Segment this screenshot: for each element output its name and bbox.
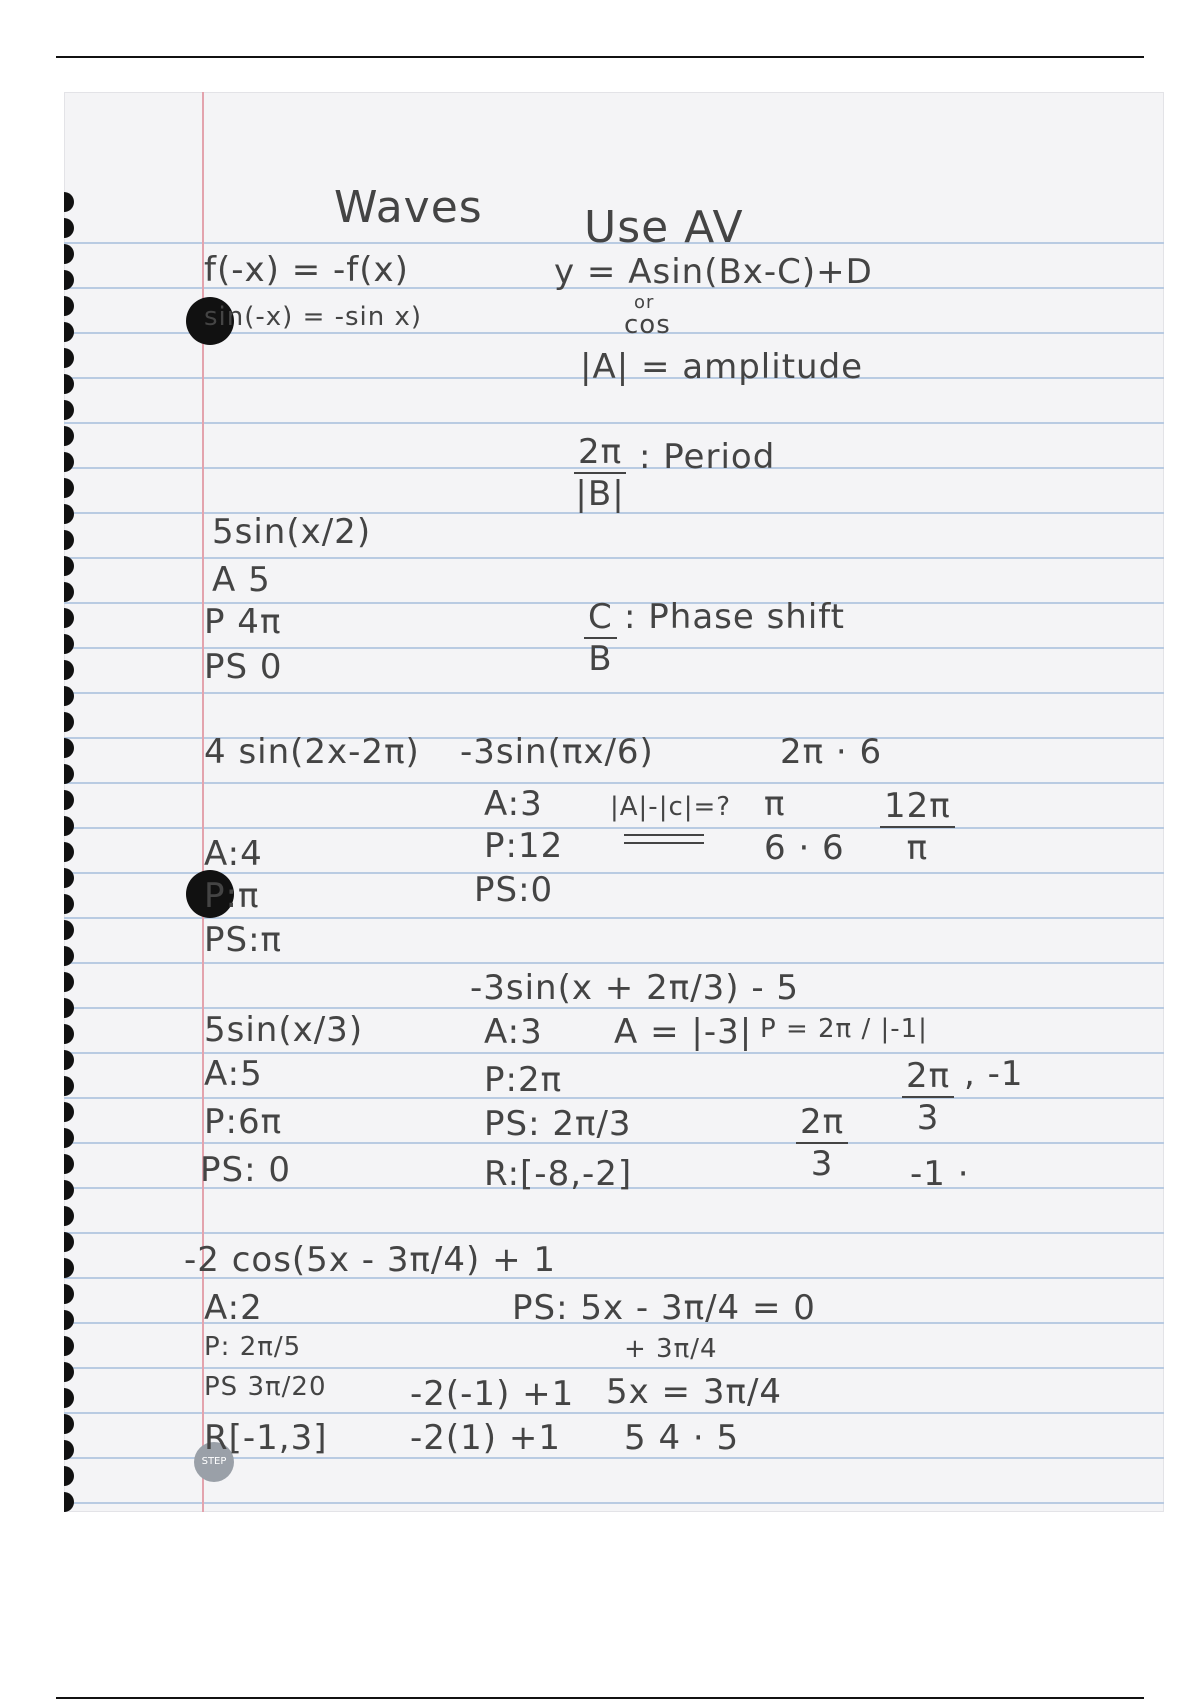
spiral-notch <box>64 1180 74 1200</box>
period-denominator: |B| <box>575 474 625 514</box>
general-form: y = Asin(Bx-C)+D <box>554 252 873 292</box>
spiral-notch <box>64 1050 74 1070</box>
ex1-amplitude: A 5 <box>212 560 271 600</box>
odd-function-rule: f(-x) = -f(x) <box>204 250 409 290</box>
ex6-range: R[-1,3] <box>204 1418 328 1458</box>
spiral-notch <box>64 1076 74 1096</box>
ex5-phase-shift: PS: 2π/3 <box>484 1104 632 1144</box>
page-bottom-rule <box>56 1697 1144 1699</box>
spiral-notch <box>64 790 74 810</box>
ex5-amplitude-note: A = |-3| <box>614 1012 753 1052</box>
ex5-right-denominator: 3 <box>916 1098 940 1138</box>
ex5-mid-numerator: 2π <box>796 1102 848 1144</box>
cos-label: cos <box>624 310 671 340</box>
phase-denominator: B <box>588 639 613 679</box>
ex3-calc-box-den: 6 · 6 <box>764 828 845 868</box>
ex5-calc-right <box>902 1056 954 1138</box>
spiral-notch <box>64 1102 74 1122</box>
ruled-line <box>64 827 1164 829</box>
spiral-notch <box>64 1440 74 1460</box>
spiral-notch <box>64 1024 74 1044</box>
double-underline <box>624 834 704 844</box>
ex5-calc-right-bottom: -1 · <box>910 1154 970 1194</box>
ex3-calc-box-num: π <box>764 784 786 824</box>
phase-shift-formula <box>584 597 617 679</box>
ex6-ps-work2: 5x = 3π/4 <box>606 1372 783 1412</box>
ruled-line <box>64 422 1164 424</box>
spiral-notch <box>64 764 74 784</box>
ex3-result-denominator: π <box>906 828 929 868</box>
phase-shift-label: : Phase shift <box>624 597 846 637</box>
ex4-expression: 5sin(x/3) <box>204 1010 364 1050</box>
spiral-notch <box>64 1154 74 1174</box>
ex6-phase-shift: PS 3π/20 <box>204 1372 327 1402</box>
ex5-mid-denominator: 3 <box>810 1144 834 1184</box>
spiral-notch <box>64 1310 74 1330</box>
ex4-amplitude: A:5 <box>204 1054 263 1094</box>
spiral-notch <box>64 660 74 680</box>
spiral-notch <box>64 816 74 836</box>
spiral-notch <box>64 1492 74 1512</box>
spiral-notch <box>64 478 74 498</box>
ex5-range: R:[-8,-2] <box>484 1154 633 1194</box>
spiral-notch <box>64 530 74 550</box>
ex3-period: P:12 <box>484 826 564 866</box>
ex3-expression: -3sin(πx/6) <box>460 732 654 772</box>
spiral-notch <box>64 1232 74 1252</box>
ex6-range-calc2: -2(1) +1 <box>410 1418 561 1458</box>
spiral-notch <box>64 400 74 420</box>
spiral-notch <box>64 998 74 1018</box>
spiral-notch <box>64 1362 74 1382</box>
ex5-amplitude: A:3 <box>484 1012 543 1052</box>
spiral-notch <box>64 452 74 472</box>
spiral-notch <box>64 244 74 264</box>
ex2-expression: 4 sin(2x-2π) <box>204 732 420 772</box>
ex6-range-calc1: -2(-1) +1 <box>410 1374 575 1414</box>
ex6-period: P: 2π/5 <box>204 1332 302 1362</box>
ex6-amplitude: A:2 <box>204 1288 263 1328</box>
ex6-ps-work2-sub: 5 4 · 5 <box>624 1418 740 1458</box>
ex3-calc-top: 2π · 6 <box>780 732 883 772</box>
ex5-period-note: P = 2π / |-1| <box>760 1014 928 1044</box>
ex2-phase-shift: PS:π <box>204 920 283 960</box>
ex3-result-numerator: 12π <box>880 786 955 828</box>
spiral-notch <box>64 608 74 628</box>
phase-numerator: C <box>584 597 617 639</box>
sine-odd-rule: sin(-x) = -sin x) <box>204 302 423 332</box>
ex3-amplitude: A:3 <box>484 784 543 824</box>
period-formula <box>574 432 626 514</box>
spiral-notch <box>64 1466 74 1486</box>
spiral-binding <box>64 192 154 1512</box>
spiral-notch <box>64 686 74 706</box>
ruled-line <box>64 917 1164 919</box>
spiral-notch <box>64 218 74 238</box>
ruled-line <box>64 1367 1164 1369</box>
ruled-line <box>64 1232 1164 1234</box>
spiral-notch <box>64 972 74 992</box>
sticker-icon: STEP <box>194 1442 234 1482</box>
spiral-notch <box>64 270 74 290</box>
ex1-expression: 5sin(x/2) <box>212 512 372 552</box>
period-label: : Period <box>639 437 776 477</box>
amplitude-note: |A| = amplitude <box>580 347 864 387</box>
ex4-period: P:6π <box>204 1102 283 1142</box>
ex5-calc-right-top: , -1 <box>964 1054 1024 1094</box>
spiral-notch <box>64 192 74 212</box>
ruled-line <box>64 782 1164 784</box>
ruled-line <box>64 557 1164 559</box>
or-label: or <box>634 292 655 313</box>
period-numerator: 2π <box>574 432 626 474</box>
spiral-notch <box>64 1388 74 1408</box>
ex5-calc-mid <box>796 1102 848 1184</box>
spiral-notch <box>64 946 74 966</box>
spiral-notch <box>64 1336 74 1356</box>
ex3-side-note: |A|-|c|=? <box>610 792 732 822</box>
page-top-rule <box>56 56 1144 58</box>
spiral-notch <box>64 348 74 368</box>
ex2-period: P:π <box>204 876 260 916</box>
ex6-expression: -2 cos(5x - 3π/4) + 1 <box>184 1240 557 1280</box>
spiral-notch <box>64 1284 74 1304</box>
ex3-calc-result <box>880 786 955 868</box>
ruled-line <box>64 1412 1164 1414</box>
spiral-notch <box>64 426 74 446</box>
ex1-phase-shift: PS 0 <box>204 647 283 687</box>
notebook-sheet <box>64 92 1164 1512</box>
ex6-ps-work1: PS: 5x - 3π/4 = 0 <box>512 1288 816 1328</box>
ex2-amplitude: A:4 <box>204 834 263 874</box>
spiral-notch <box>64 894 74 914</box>
page-title: Waves <box>334 182 483 233</box>
spiral-notch <box>64 556 74 576</box>
spiral-notch <box>64 374 74 394</box>
ex1-period: P 4π <box>204 602 282 642</box>
spiral-notch <box>64 1128 74 1148</box>
spiral-notch <box>64 920 74 940</box>
ex5-expression: -3sin(x + 2π/3) - 5 <box>470 968 800 1008</box>
spiral-notch <box>64 634 74 654</box>
ruled-line <box>64 1502 1164 1504</box>
ex3-phase-shift: PS:0 <box>474 870 554 910</box>
spiral-notch <box>64 738 74 758</box>
ruled-line <box>64 1097 1164 1099</box>
spiral-notch <box>64 868 74 888</box>
spiral-notch <box>64 582 74 602</box>
ex5-period: P:2π <box>484 1060 563 1100</box>
spiral-notch <box>64 296 74 316</box>
spiral-notch <box>64 1206 74 1226</box>
ruled-line <box>64 962 1164 964</box>
ex6-ps-work1-sub: + 3π/4 <box>624 1334 718 1364</box>
ex4-phase-shift: PS: 0 <box>200 1150 291 1190</box>
spiral-notch <box>64 322 74 342</box>
ex5-right-numerator: 2π <box>902 1056 954 1098</box>
use-header: Use AV <box>584 202 744 253</box>
spiral-notch <box>64 842 74 862</box>
ruled-line <box>64 692 1164 694</box>
spiral-notch <box>64 712 74 732</box>
spiral-notch <box>64 504 74 524</box>
spiral-notch <box>64 1414 74 1434</box>
spiral-notch <box>64 1258 74 1278</box>
